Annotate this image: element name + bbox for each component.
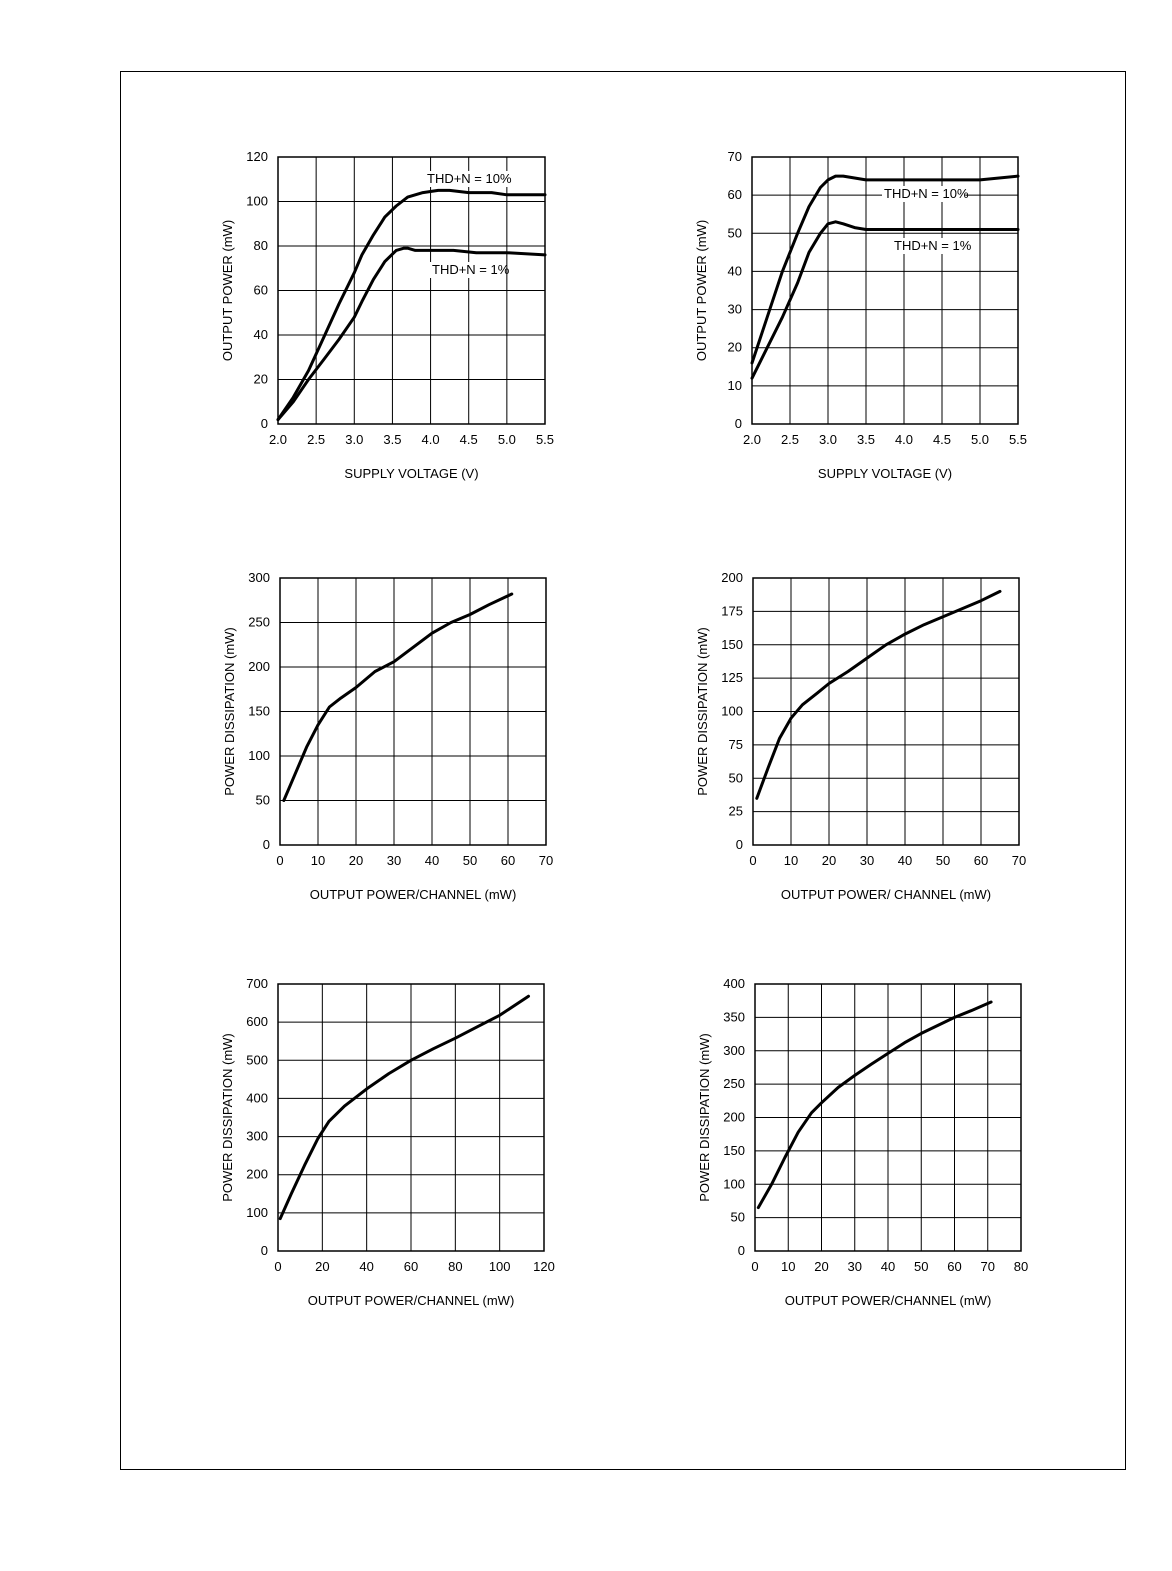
x-tick-label: 4.0 xyxy=(421,432,440,447)
x-tick-label: 0 xyxy=(276,853,284,868)
series-line-1 xyxy=(757,591,1000,798)
y-tick-label: 120 xyxy=(246,149,268,164)
x-tick-label: 60 xyxy=(947,1259,962,1274)
x-tick-label: 70 xyxy=(1011,853,1027,868)
y-tick-label: 60 xyxy=(253,282,268,298)
y-tick-label: 50 xyxy=(730,1209,745,1225)
x-tick-label: 5.5 xyxy=(1008,432,1028,447)
y-tick-label: 100 xyxy=(246,193,268,209)
x-axis-label: OUTPUT POWER/ CHANNEL (mW) xyxy=(780,887,992,902)
x-tick-label: 10 xyxy=(783,853,799,868)
y-axis-label: POWER DISSIPATION (mW) xyxy=(695,627,710,796)
y-tick-label: 250 xyxy=(723,1076,745,1092)
series-annotation: THD+N = 10% xyxy=(884,186,969,201)
y-tick-label: 100 xyxy=(248,748,270,763)
x-tick-label: 4.5 xyxy=(459,432,478,447)
y-tick-label: 350 xyxy=(723,1009,745,1025)
y-tick-label: 175 xyxy=(721,603,743,619)
y-tick-label: 200 xyxy=(248,659,270,674)
y-tick-label: 600 xyxy=(246,1014,268,1030)
y-tick-label: 0 xyxy=(737,1243,745,1258)
y-tick-label: 300 xyxy=(248,570,270,585)
y-tick-label: 150 xyxy=(721,636,743,652)
x-tick-label: 4.0 xyxy=(894,432,914,447)
x-tick-label: 40 xyxy=(897,853,913,868)
series-line-1 xyxy=(758,1002,991,1208)
y-tick-label: 75 xyxy=(728,736,743,752)
y-tick-label: 20 xyxy=(253,371,268,387)
x-tick-label: 50 xyxy=(914,1259,929,1274)
x-tick-label: 40 xyxy=(424,853,440,868)
chart-2 xyxy=(694,149,1027,481)
series-line-1 xyxy=(278,190,545,419)
x-tick-label: 30 xyxy=(859,853,875,868)
y-axis-label: POWER DISSIPATION (mW) xyxy=(220,1033,235,1202)
y-tick-label: 125 xyxy=(721,670,743,686)
x-tick-label: 0 xyxy=(749,853,757,868)
x-tick-label: 60 xyxy=(403,1259,419,1274)
y-tick-label: 0 xyxy=(734,416,742,431)
y-tick-label: 400 xyxy=(723,976,745,991)
chart-5 xyxy=(220,976,555,1308)
x-tick-label: 100 xyxy=(488,1259,511,1274)
x-tick-label: 40 xyxy=(880,1259,896,1274)
x-tick-label: 70 xyxy=(980,1259,995,1274)
x-tick-label: 40 xyxy=(359,1259,374,1274)
y-tick-label: 60 xyxy=(727,187,742,203)
y-tick-label: 250 xyxy=(248,614,270,630)
x-tick-label: 2.0 xyxy=(268,432,288,447)
y-tick-label: 200 xyxy=(721,570,743,585)
x-tick-label: 3.0 xyxy=(345,432,364,447)
chart-3 xyxy=(222,570,553,902)
y-tick-label: 0 xyxy=(262,837,270,852)
y-tick-label: 150 xyxy=(248,703,270,719)
x-tick-label: 2.0 xyxy=(742,432,762,447)
x-tick-label: 50 xyxy=(462,853,478,868)
y-tick-label: 0 xyxy=(260,1243,268,1258)
chart-4 xyxy=(695,570,1026,902)
series-line-1 xyxy=(752,176,1018,363)
x-tick-label: 50 xyxy=(935,853,951,868)
y-axis-label: POWER DISSIPATION (mW) xyxy=(697,1033,712,1202)
y-tick-label: 70 xyxy=(727,149,742,164)
y-tick-label: 40 xyxy=(253,327,268,342)
y-tick-label: 100 xyxy=(246,1204,268,1220)
x-tick-label: 60 xyxy=(500,853,516,868)
x-tick-label: 10 xyxy=(781,1259,796,1274)
x-tick-label: 0 xyxy=(751,1259,759,1274)
x-tick-label: 0 xyxy=(274,1259,282,1274)
y-tick-label: 150 xyxy=(723,1142,745,1158)
x-tick-label: 30 xyxy=(386,853,402,868)
y-tick-label: 20 xyxy=(727,339,742,355)
x-tick-label: 5.0 xyxy=(970,432,990,447)
x-tick-label: 70 xyxy=(538,853,554,868)
y-tick-label: 0 xyxy=(260,416,268,431)
y-tick-label: 300 xyxy=(246,1128,268,1144)
y-tick-label: 25 xyxy=(728,803,743,819)
y-tick-label: 50 xyxy=(255,792,270,808)
y-tick-label: 0 xyxy=(735,837,743,852)
chart-6 xyxy=(697,976,1028,1308)
y-tick-label: 500 xyxy=(246,1052,268,1068)
x-tick-label: 2.5 xyxy=(307,432,326,447)
y-tick-label: 100 xyxy=(721,703,743,719)
x-tick-label: 20 xyxy=(348,853,364,868)
y-tick-label: 700 xyxy=(246,976,268,991)
x-tick-label: 20 xyxy=(814,1259,829,1274)
x-tick-label: 10 xyxy=(310,853,326,868)
x-axis-label: SUPPLY VOLTAGE (V) xyxy=(817,466,953,481)
series-annotation: THD+N = 1% xyxy=(432,262,510,277)
series-annotation: THD+N = 1% xyxy=(894,238,972,253)
x-tick-label: 80 xyxy=(448,1259,463,1274)
x-tick-label: 20 xyxy=(821,853,837,868)
x-tick-label: 4.5 xyxy=(932,432,952,447)
series-annotation: THD+N = 10% xyxy=(427,171,512,186)
x-tick-label: 3.0 xyxy=(818,432,838,447)
x-tick-label: 120 xyxy=(533,1259,555,1274)
y-axis-label: OUTPUT POWER (mW) xyxy=(694,219,709,362)
y-tick-label: 80 xyxy=(253,238,268,253)
x-tick-label: 20 xyxy=(315,1259,330,1274)
x-axis-label: OUTPUT POWER/CHANNEL (mW) xyxy=(309,887,517,902)
x-axis-label: OUTPUT POWER/CHANNEL (mW) xyxy=(307,1293,515,1308)
y-tick-label: 40 xyxy=(727,263,742,279)
y-tick-label: 300 xyxy=(723,1042,745,1058)
series-line-1 xyxy=(280,996,528,1218)
chart-1 xyxy=(220,149,554,481)
y-tick-label: 200 xyxy=(246,1166,268,1182)
y-axis-label: POWER DISSIPATION (mW) xyxy=(222,627,237,796)
x-axis-label: SUPPLY VOLTAGE (V) xyxy=(344,466,479,481)
y-tick-label: 30 xyxy=(727,301,742,317)
x-tick-label: 5.5 xyxy=(535,432,555,447)
y-tick-label: 400 xyxy=(246,1090,268,1106)
y-tick-label: 200 xyxy=(723,1109,745,1125)
x-tick-label: 30 xyxy=(847,1259,862,1274)
y-axis-label: OUTPUT POWER (mW) xyxy=(220,219,235,362)
y-tick-label: 10 xyxy=(727,377,742,393)
x-tick-label: 60 xyxy=(973,853,989,868)
x-tick-label: 2.5 xyxy=(780,432,800,447)
y-tick-label: 50 xyxy=(728,770,743,786)
x-axis-label: OUTPUT POWER/CHANNEL (mW) xyxy=(784,1293,992,1308)
x-tick-label: 80 xyxy=(1013,1259,1029,1274)
y-tick-label: 50 xyxy=(727,225,742,241)
x-tick-label: 5.0 xyxy=(497,432,516,447)
y-tick-label: 100 xyxy=(723,1176,745,1192)
x-tick-label: 3.5 xyxy=(383,432,402,447)
x-tick-label: 3.5 xyxy=(856,432,876,447)
